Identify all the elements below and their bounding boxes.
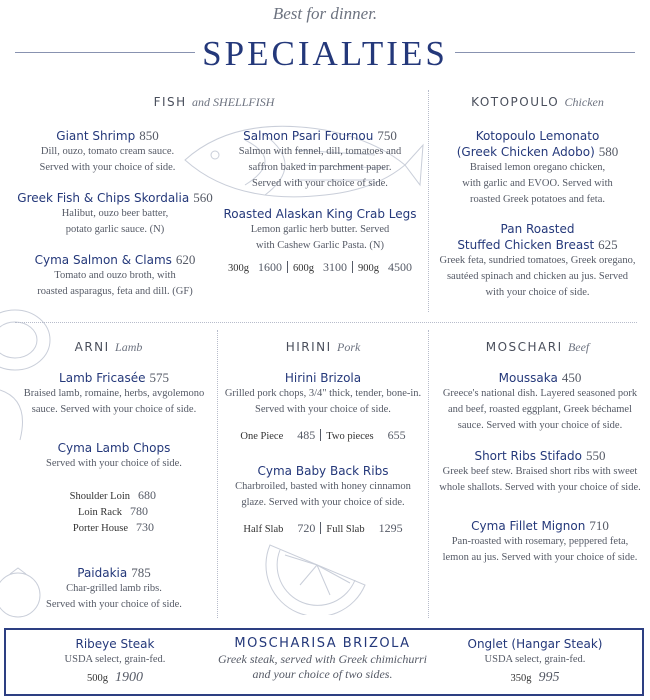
option-row — [50, 518, 200, 534]
option-price: 485 — [297, 428, 316, 442]
section-heading-fish: FISH and SHELLFISH — [153, 95, 275, 109]
item-desc: Braised lemon oregano chicken, — [469, 162, 606, 173]
option-price: 1295 — [378, 521, 403, 535]
item-price: 560 — [193, 190, 213, 205]
item-name: Cyma Salmon & Clams — [34, 253, 172, 267]
item-desc: lemon au jus. Served with your choice of side. — [442, 552, 638, 563]
option-label: Two pieces — [326, 431, 374, 442]
menu-item-lemonato — [430, 128, 645, 208]
separator — [320, 429, 321, 441]
item-desc: sauce. Served with your choice of side. — [31, 404, 197, 415]
item-desc: potato garlic sauce. (N) — [65, 224, 165, 235]
option-price: 730 — [136, 520, 154, 534]
menu-item-paidakia — [0, 565, 228, 613]
item-desc: Halibut, ouzo beer batter, — [61, 208, 169, 219]
brizola-heading-block — [195, 636, 450, 682]
item-name: Stuffed Chicken Breast — [457, 238, 595, 252]
divider — [15, 322, 637, 323]
item-desc: with Cashew Garlic Pasta. (N) — [255, 240, 384, 251]
option-label: One Piece — [240, 431, 284, 442]
item-desc: Lemon garlic herb butter. Served — [250, 224, 390, 235]
option-size: 600g — [293, 263, 314, 274]
option-size: 500g — [87, 673, 108, 684]
option-label: Porter House — [72, 523, 128, 534]
item-price: 625 — [598, 237, 618, 252]
item-name: (Greek Chicken Adobo) — [456, 145, 595, 159]
item-name: Cyma Lamb Chops — [57, 441, 171, 455]
menu-item-salmon-clams — [0, 252, 230, 300]
separator — [287, 261, 288, 273]
item-name: Salmon Psari Fournou — [243, 129, 374, 143]
section-heading-brizola: MOSCHARISA BRIZOLA — [234, 636, 411, 651]
item-desc: Tomato and ouzo broth, with — [54, 270, 176, 281]
item-desc: Braised lamb, romaine, herbs, avgolemono — [23, 388, 205, 399]
option-size: 350g — [510, 673, 532, 684]
item-desc: Served with your choice of side. — [39, 162, 176, 173]
option-price: 4500 — [388, 260, 412, 274]
menu-item-onglet — [430, 636, 640, 686]
option-size: 300g — [228, 263, 249, 274]
item-desc: Greek feta, sundried tomatoes, Greek oregano, — [439, 255, 636, 266]
option-price: 3100 — [323, 260, 347, 274]
section-heading-kotopoulo: KOTOPOULO Chicken — [471, 95, 604, 109]
option-price: 680 — [138, 488, 156, 502]
option-price: 1900 — [115, 670, 143, 685]
menu-item-lamb-fricasee — [0, 370, 228, 418]
item-desc: sautéed spinach and chicken au jus. Served — [446, 271, 629, 282]
menu-item-stifado — [430, 448, 650, 496]
option-label: Loin Rack — [77, 507, 122, 518]
tagline: Best for dinner. — [272, 4, 378, 23]
item-name: Cyma Fillet Mignon — [471, 519, 586, 533]
title-rule-right — [455, 52, 635, 53]
item-price: 580 — [598, 144, 619, 159]
item-name: Giant Shrimp — [56, 129, 136, 143]
menu-item-greek-fish — [0, 190, 230, 238]
item-desc: Served with your choice of side. — [46, 458, 182, 469]
option-price: 1600 — [258, 260, 282, 274]
item-name: Cyma Baby Back Ribs — [257, 464, 389, 478]
item-desc: roasted asparagus, feta and dill. (GF) — [37, 286, 193, 297]
menu-item-moussaka — [430, 370, 650, 434]
option-price: 995 — [538, 670, 560, 685]
item-name: Greek Fish & Chips Skordalia — [17, 191, 190, 205]
item-name: Ribeye Steak — [75, 637, 155, 651]
item-name: Kotopoulo Lemonato — [475, 129, 600, 143]
option-size: 900g — [358, 263, 379, 274]
item-desc: glaze. Served with your choice of side. — [241, 497, 405, 508]
item-price: 575 — [149, 370, 169, 385]
item-name: Pan Roasted — [500, 222, 575, 236]
item-price: 550 — [586, 448, 606, 463]
item-desc: Pan-roasted with rosemary, peppered feta, — [451, 536, 629, 547]
item-desc: with garlic and EVOO. Served with — [462, 178, 613, 189]
item-desc: Greece's national dish. Layered seasoned pork — [442, 388, 638, 399]
item-name: Onglet (Hangar Steak) — [467, 637, 603, 651]
item-desc: Dill, ouzo, tomato cream sauce. — [40, 146, 175, 157]
item-price: 785 — [131, 565, 151, 580]
item-price: 850 — [139, 128, 159, 143]
section-heading-moschari: MOSCHARI Beef — [485, 340, 590, 354]
menu-item-ribeye — [10, 636, 220, 686]
menu-item-king-crab — [215, 206, 425, 276]
menu-item-salmon-psari — [215, 128, 425, 192]
option-price: 720 — [297, 521, 316, 535]
page-title: SPECIALTIES — [202, 34, 448, 73]
item-name: Moussaka — [498, 371, 558, 385]
item-desc: Salmon with fennel, dill, tomatoes and — [238, 146, 402, 157]
item-desc: USDA select, grain-fed. — [64, 654, 166, 665]
item-name: Hirini Brizola — [284, 371, 362, 385]
section-heading-arni: ARNI Lamb — [74, 340, 143, 354]
lamb-chops-options — [50, 486, 200, 534]
menu-item-hirini-brizola — [218, 370, 428, 444]
menu-item-lamb-chops — [0, 440, 228, 472]
item-desc: Served with your choice of side. — [255, 404, 391, 415]
item-desc: with your choice of side. — [485, 287, 590, 298]
item-name: Lamb Fricasée — [59, 371, 146, 385]
option-label: Half Slab — [243, 524, 284, 535]
section-heading-hirini: HIRINI Pork — [285, 340, 361, 354]
item-name: Short Ribs Stifado — [474, 449, 583, 463]
menu-item-stuffed-chicken — [430, 221, 645, 301]
item-desc: roasted Greek potatoes and feta. — [470, 194, 605, 205]
menu-item-baby-back-ribs — [218, 463, 428, 537]
separator — [320, 522, 321, 534]
option-price: 655 — [387, 428, 406, 442]
item-desc: sauce. Served with your choice of side. — [457, 420, 623, 431]
item-desc: Grilled pork chops, 3/4" thick, tender, bone-in. — [224, 388, 422, 399]
separator — [352, 261, 353, 273]
option-price: 780 — [130, 504, 148, 518]
menu-item-fillet-mignon — [430, 518, 650, 566]
item-price: 450 — [561, 370, 582, 385]
item-desc: Greek beef stew. Braised short ribs with sweet — [442, 466, 638, 477]
item-name: Roasted Alaskan King Crab Legs — [223, 207, 417, 221]
item-desc: and beef, roasted eggplant, Greek béchamel — [448, 404, 632, 415]
option-row — [50, 486, 200, 502]
item-desc: Served with your choice of side. — [46, 599, 182, 610]
item-price: 710 — [589, 518, 609, 533]
item-price: 620 — [175, 252, 196, 267]
option-row — [50, 502, 200, 518]
item-desc: Served with your choice of side. — [252, 178, 388, 189]
option-label: Full Slab — [326, 524, 365, 535]
item-price: 750 — [377, 128, 397, 143]
item-desc: saffron baked in parchment paper. — [248, 162, 392, 173]
menu-item-giant-shrimp — [0, 128, 215, 176]
item-desc: USDA select, grain-fed. — [484, 654, 586, 665]
brizola-desc: Greek steak, served with Greek chimichurri — [217, 652, 428, 666]
brizola-desc: and your choice of two sides. — [252, 667, 393, 681]
item-desc: whole shallots. Served with your choice of side. — [439, 482, 641, 493]
item-desc: Charbroiled, basted with honey cinnamon — [235, 481, 411, 492]
item-desc: Char-grilled lamb ribs. — [66, 583, 162, 594]
option-label: Shoulder Loin — [69, 491, 130, 502]
item-name: Paidakia — [77, 566, 128, 580]
